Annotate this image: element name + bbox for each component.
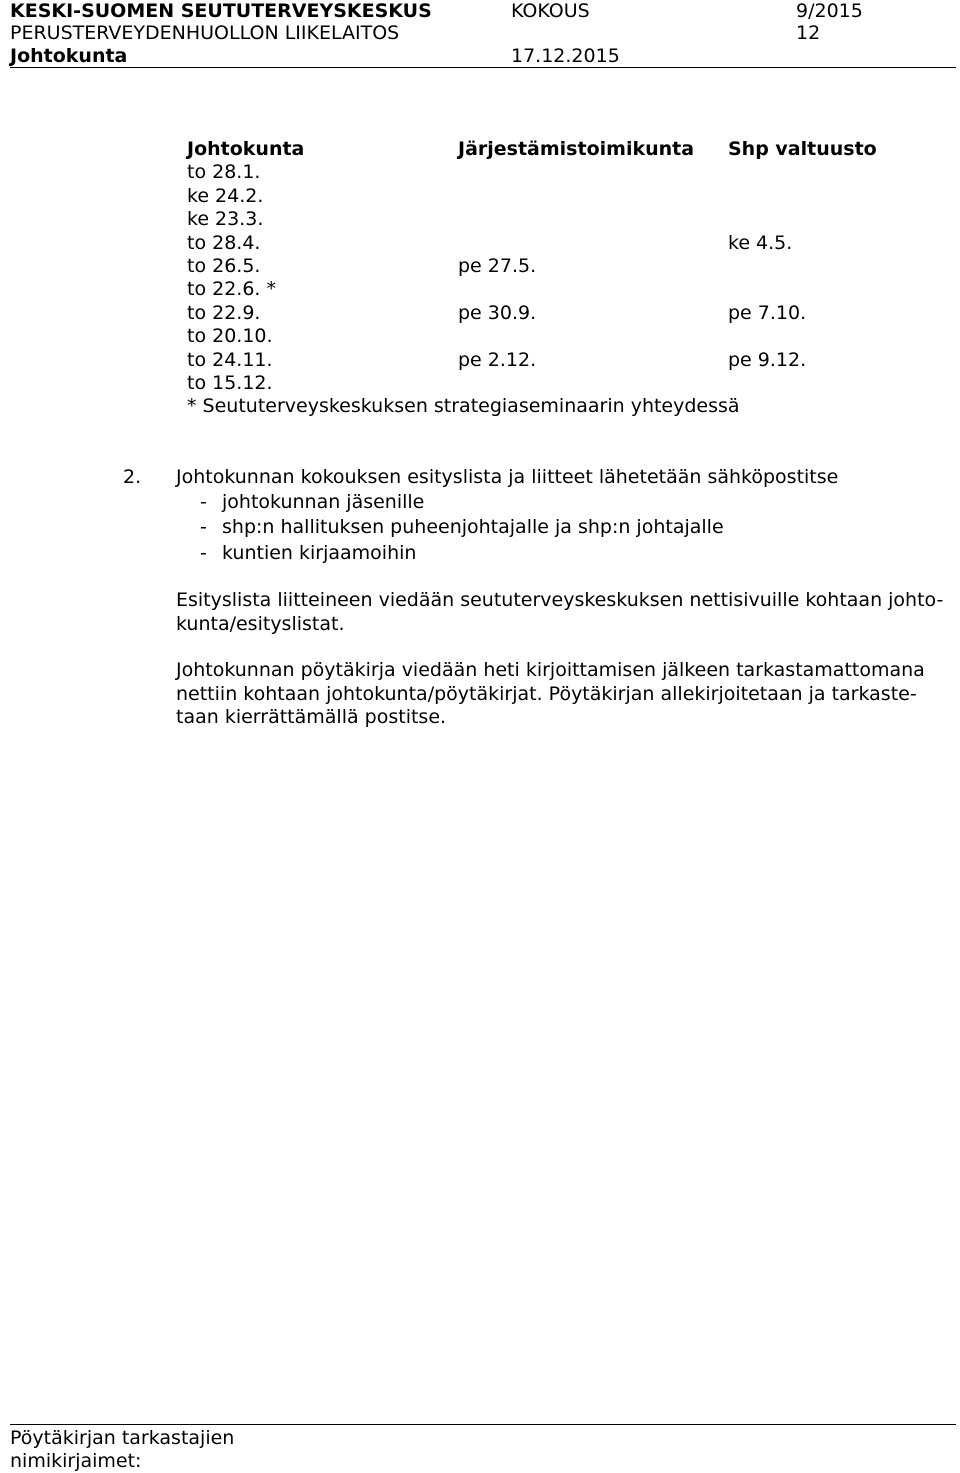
column-header-jarjestamistoimikunta: Järjestämistoimikunta xyxy=(458,138,695,160)
recipient-list xyxy=(200,490,900,566)
schedule-cell-johtokunta: to 22.9. xyxy=(187,301,261,324)
column-header-johtokunta: Johtokunta xyxy=(187,138,305,160)
meeting-number: 9/2015 xyxy=(796,0,863,22)
schedule-cell-johtokunta: to 15.12. xyxy=(187,371,273,394)
schedule-cell-johtokunta: to 28.4. xyxy=(187,231,261,254)
list-bullet: - xyxy=(200,516,207,539)
paragraph-agenda-publication xyxy=(176,589,952,636)
schedule-cell-jarjestamistoimikunta xyxy=(458,208,728,231)
footer-divider xyxy=(10,1424,956,1425)
schedule-cell-johtokunta: to 24.11. xyxy=(187,348,273,371)
section-number: 2. xyxy=(123,466,142,489)
schedule-cell-shp-valtuusto xyxy=(728,255,928,278)
header-divider xyxy=(10,67,956,68)
schedule-cell-shp-valtuusto xyxy=(728,208,928,231)
list-bullet: - xyxy=(200,541,207,564)
unit-name: PERUSTERVEYDENHUOLLON LIIKELAITOS xyxy=(10,22,400,45)
schedule-cell-shp-valtuusto: pe 7.10. xyxy=(728,301,807,324)
schedule-cell-johtokunta: ke 24.2. xyxy=(187,184,264,207)
schedule-cell-jarjestamistoimikunta xyxy=(458,161,728,184)
paragraph-line: kunta/esityslistat. xyxy=(176,612,345,635)
schedule-cell-jarjestamistoimikunta xyxy=(458,185,728,208)
list-item-text: johtokunnan jäsenille xyxy=(222,491,425,513)
list-item xyxy=(200,541,900,566)
schedule-cell-shp-valtuusto: pe 9.12. xyxy=(728,348,807,371)
paragraph-line: Esityslista liitteineen viedään seututerveyskeskuksen nettisivuille kohtaan johto- xyxy=(176,589,944,612)
schedule-cell-shp-valtuusto xyxy=(728,372,928,395)
schedule-cell-jarjestamistoimikunta xyxy=(458,372,728,395)
schedule-cell-jarjestamistoimikunta: pe 27.5. xyxy=(458,254,537,277)
column-header-shp-valtuusto: Shp valtuusto xyxy=(728,138,877,160)
schedule-cell-johtokunta: to 20.10. xyxy=(187,325,273,348)
schedule-cell-johtokunta: to 28.1. xyxy=(187,161,261,184)
page-number: 12 xyxy=(796,22,821,45)
header-spacer xyxy=(511,22,796,44)
footer-initials-label xyxy=(10,1427,410,1473)
header-spacer xyxy=(796,45,946,67)
list-item xyxy=(200,515,900,540)
footer-label-line: nimikirjaimet: xyxy=(10,1449,142,1472)
organization-name: KESKI-SUOMEN SEUTUTERVEYSKESKUS xyxy=(10,0,432,22)
schedule-cell-johtokunta: to 22.6. * xyxy=(187,278,276,301)
body-name: Johtokunta xyxy=(10,44,128,67)
schedule-cell-jarjestamistoimikunta: pe 30.9. xyxy=(458,301,537,324)
list-item xyxy=(200,490,900,515)
paragraph-line: Johtokunnan pöytäkirja viedään heti kirjoittamisen jälkeen tarkastamattomana xyxy=(176,659,925,682)
schedule-cell-jarjestamistoimikunta xyxy=(458,278,728,301)
schedule-cell-shp-valtuusto: ke 4.5. xyxy=(728,231,793,254)
meeting-type: KOKOUS xyxy=(511,0,590,22)
meeting-schedule-table xyxy=(187,138,928,419)
list-bullet: - xyxy=(200,491,207,513)
schedule-cell-shp-valtuusto xyxy=(728,185,928,208)
schedule-cell-jarjestamistoimikunta xyxy=(458,325,728,348)
meeting-date: 17.12.2015 xyxy=(511,44,620,67)
schedule-footnote: * Seututerveyskeskuksen strategiaseminaarin yhteydessä xyxy=(187,395,740,418)
paragraph-minutes-publication xyxy=(176,659,952,729)
schedule-cell-jarjestamistoimikunta: pe 2.12. xyxy=(458,348,537,371)
schedule-cell-johtokunta: ke 23.3. xyxy=(187,208,264,231)
schedule-cell-jarjestamistoimikunta xyxy=(458,232,728,255)
list-item-text: shp:n hallituksen puheenjohtajalle ja shp:n johtajalle xyxy=(222,516,724,539)
paragraph-line: taan kierrättämällä postitse. xyxy=(176,706,447,729)
schedule-cell-johtokunta: to 26.5. xyxy=(187,254,261,277)
section-intro: Johtokunnan kokouksen esityslista ja liitteet lähetetään sähköpostitse xyxy=(176,466,839,489)
schedule-cell-shp-valtuusto xyxy=(728,325,928,348)
document-header xyxy=(10,0,946,67)
paragraph-line: nettiin kohtaan johtokunta/pöytäkirjat. Pöytäkirjan allekirjoitetaan ja tarkaste- xyxy=(176,682,917,705)
footer-label-line: Pöytäkirjan tarkastajien xyxy=(10,1427,235,1449)
schedule-cell-shp-valtuusto xyxy=(728,278,928,301)
schedule-cell-shp-valtuusto xyxy=(728,161,928,184)
list-item-text: kuntien kirjaamoihin xyxy=(222,541,417,564)
